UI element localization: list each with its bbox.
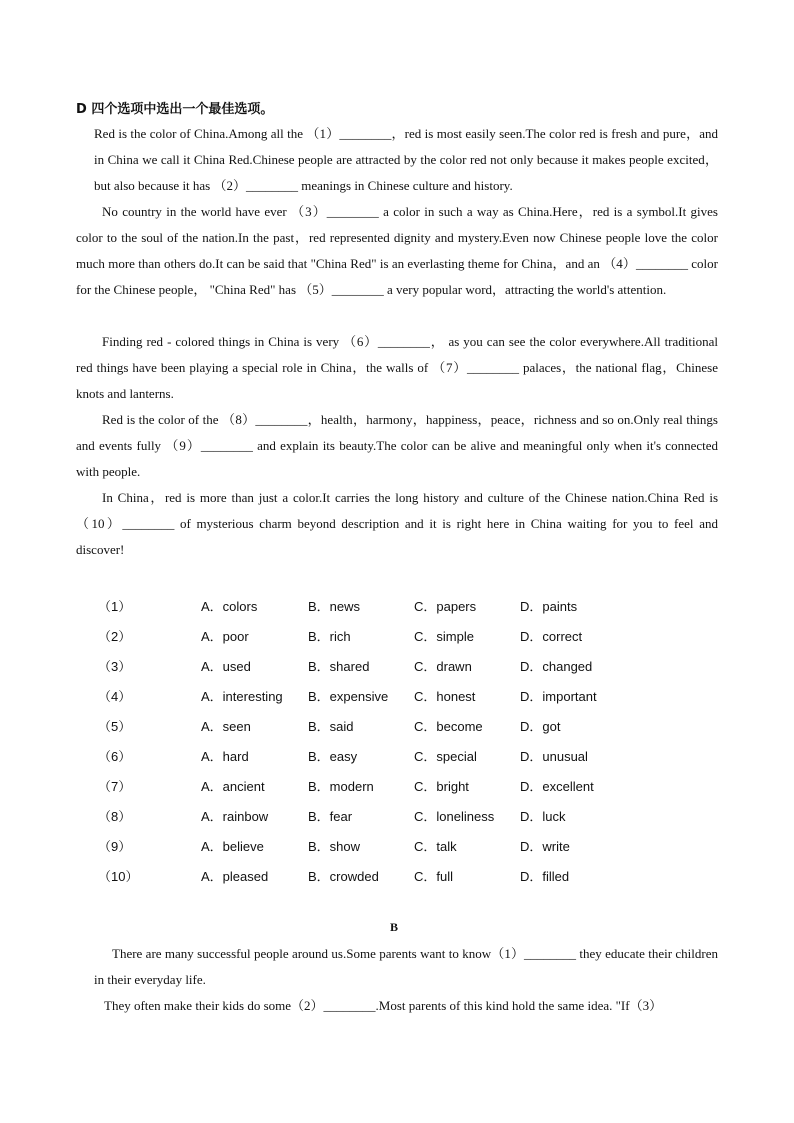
option-b: B．fear <box>308 809 353 824</box>
option-a: A．pleased <box>201 869 269 884</box>
option-c: C．drawn <box>414 659 472 674</box>
option-row <box>98 710 658 740</box>
question-number: （4） <box>98 689 132 704</box>
option-row <box>98 680 658 710</box>
option-row <box>98 620 658 650</box>
option-d: D．correct <box>520 629 583 644</box>
option-a: A．used <box>201 659 251 674</box>
option-c: C．full <box>414 869 454 884</box>
option-a: A．interesting <box>201 689 283 704</box>
option-a: A．believe <box>201 839 264 854</box>
option-row <box>98 650 658 680</box>
passage-d-paragraph-4 <box>76 407 718 485</box>
option-b: B．easy <box>308 749 358 764</box>
option-row <box>98 860 658 890</box>
option-c: C．loneliness <box>414 809 495 824</box>
paragraph-text: Finding red - colored things in China is very （6）________， as you can see the color everywhere.All traditional red things have been playing a special role in China，the walls of （7）________ palaces，the national flag，Chinese knots and lanterns. <box>76 334 718 401</box>
option-d: D．write <box>520 839 570 854</box>
option-a: A．poor <box>201 629 249 644</box>
question-number: （8） <box>98 809 132 824</box>
paragraph-text: No country in the world have ever （3）________ a color in such a way as China.Here，red is a symbol.It gives color to the soul of the nation.In the past，red represented dignity and mystery.Even now Chinese people love the color much more than others do.It can be said that "China Red" is an everlasting theme for China，and an （4）________ color for the Chinese people， "China Red" has （5）________ a very popular word，attracting the world's attention. <box>76 204 718 297</box>
option-row <box>98 800 658 830</box>
question-number: （2） <box>98 629 132 644</box>
question-number: （9） <box>98 839 132 854</box>
section-b-heading: B <box>390 920 399 934</box>
option-b: B．news <box>308 599 361 614</box>
option-a: A．hard <box>201 749 249 764</box>
passage-d-paragraph-5 <box>76 485 718 563</box>
paragraph-text: Red is the color of the （8）________，health，harmony，happiness，peace，richness and so on.Only real things and events fully （9）________ and explain its beauty.The color can be alive and meaningful only when it's connected with people. <box>76 412 718 479</box>
option-row <box>98 830 658 860</box>
option-b: B．modern <box>308 779 374 794</box>
paragraph-text: They often make their kids do some（2）________.Most parents of this kind hold the same idea. "If（3） <box>104 998 663 1013</box>
paragraph-text: There are many successful people around us.Some parents want to know（1）________ they educate their children in their everyday life. <box>94 946 718 987</box>
option-b: B．rich <box>308 629 351 644</box>
passage-b-paragraph-2 <box>94 993 718 1019</box>
option-d: D．unusual <box>520 749 588 764</box>
option-d: D．important <box>520 689 597 704</box>
passage-d-paragraph-1 <box>76 121 718 199</box>
passage-d-paragraph-2 <box>76 199 718 303</box>
option-d: D．luck <box>520 809 566 824</box>
option-row <box>98 740 658 770</box>
answer-options-table <box>98 590 658 890</box>
option-b: B．expensive <box>308 689 389 704</box>
option-c: C．bright <box>414 779 469 794</box>
option-row <box>98 590 658 620</box>
option-c: C．honest <box>414 689 476 704</box>
option-b: B．shared <box>308 659 370 674</box>
question-number: （5） <box>98 719 132 734</box>
option-c: C．papers <box>414 599 477 614</box>
option-row <box>98 770 658 800</box>
option-b: B．said <box>308 719 354 734</box>
option-a: A．colors <box>201 599 258 614</box>
option-d: D．filled <box>520 869 570 884</box>
option-d: D．excellent <box>520 779 594 794</box>
option-c: C．become <box>414 719 483 734</box>
section-heading: D 四个选项中选出一个最佳选项。 <box>76 102 274 117</box>
option-c: C．talk <box>414 839 457 854</box>
question-number: （10） <box>98 869 139 884</box>
option-a: A．seen <box>201 719 251 734</box>
paragraph-text: In China，red is more than just a color.It carries the long history and culture of the Chinese nation.China Red is （10）________ of mysterious charm beyond description and it is right here in China waiting for you to feel and discover! <box>76 490 718 557</box>
question-number: （6） <box>98 749 132 764</box>
option-a: A．ancient <box>201 779 265 794</box>
paragraph-text: Red is the color of China.Among all the （1）________，red is most easily seen.The color red is fresh and pure，and in China we call it China Red.Chinese people are attracted by the color red not only because it makes people excited，but also because it has （2）________ meanings in Chinese culture and history. <box>94 126 718 193</box>
option-d: D．changed <box>520 659 593 674</box>
option-d: D．paints <box>520 599 578 614</box>
option-c: C．simple <box>414 629 474 644</box>
option-b: B．show <box>308 839 361 854</box>
question-number: （1） <box>98 599 132 614</box>
passage-d-paragraph-3 <box>76 329 718 407</box>
question-number: （7） <box>98 779 132 794</box>
option-b: B．crowded <box>308 869 379 884</box>
option-c: C．special <box>414 749 477 764</box>
passage-b-paragraph-1 <box>94 941 718 993</box>
question-number: （3） <box>98 659 132 674</box>
option-d: D．got <box>520 719 561 734</box>
option-a: A．rainbow <box>201 809 269 824</box>
